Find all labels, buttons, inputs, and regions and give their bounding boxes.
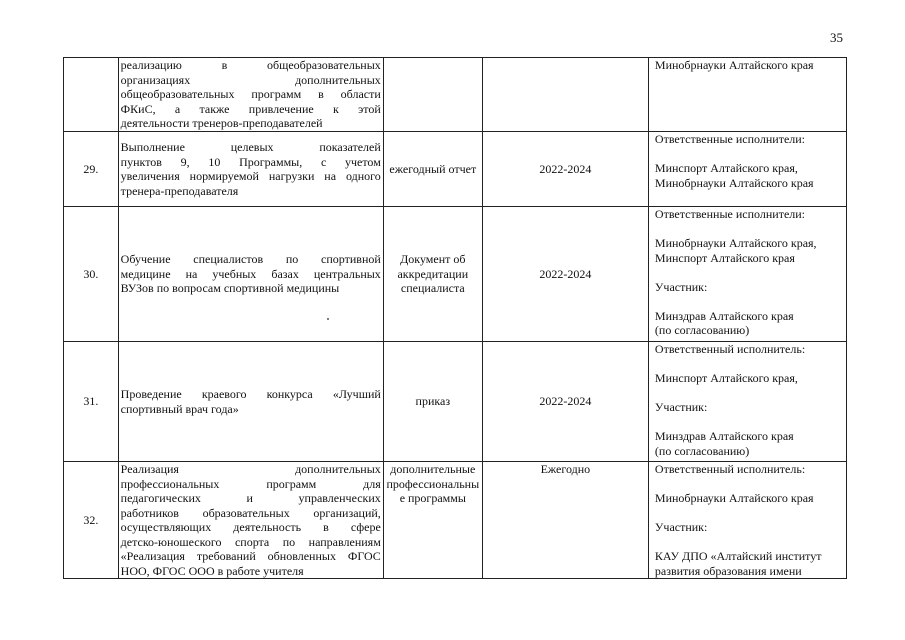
executor-line: Минздрав Алтайского края [654, 308, 794, 323]
executor-line: Ответственные исполнители: [654, 132, 806, 146]
executors [648, 342, 846, 462]
measure-description [118, 58, 383, 132]
description-line: Обучение специалистов по спортивной [120, 252, 381, 267]
completion-term: 2022-2024 [482, 207, 648, 342]
spacer [655, 535, 844, 550]
measure-description [118, 207, 383, 342]
measure-description [118, 462, 383, 579]
description-line: реализацию в общеобразовательных [120, 58, 381, 72]
description-line: деятельности тренеров-преподавателей [120, 116, 323, 130]
executor-line: КАУ ДПО «Алтайский институт [654, 549, 822, 563]
description-line: тренера-преподавателя [120, 183, 239, 198]
spacer [655, 294, 844, 309]
completion-form: Документ об аккредитации специалиста [383, 207, 482, 342]
scan-speck [327, 318, 329, 320]
completion-form: ежегодный отчет [383, 132, 482, 207]
executor-line: Участник: [654, 520, 708, 534]
row-number: 29. [64, 132, 119, 207]
executor-line: Минобрнауки Алтайского края [654, 58, 814, 72]
description-line: общеобразовательных программ в области [120, 87, 381, 101]
completion-term: 2022-2024 [482, 132, 648, 207]
executor-line: Участник: [654, 400, 708, 414]
executor-line: Минздрав Алтайского края [654, 429, 794, 443]
table-row [64, 207, 847, 342]
table-row [64, 342, 847, 462]
executor-line: Минобрнауки Алтайского края, [654, 236, 817, 250]
description-line: «Реализация требований обновленных ФГОС [120, 549, 381, 563]
executor-line: Минспорт Алтайского края, [654, 371, 798, 385]
executor-line: Минспорт Алтайского края, [654, 161, 798, 175]
description-line: увеличения нормируемой нагрузки на одного [120, 169, 381, 183]
row-number: 32. [64, 462, 119, 579]
executor-line: (по согласованию) [654, 443, 750, 458]
description-line: ВУЗов по вопросам спортивной медицины [120, 281, 340, 296]
executor-line: Минспорт Алтайского края [654, 250, 795, 265]
spacer [655, 222, 844, 237]
description-line: НОО, ФГОС ООО в работе учителя [120, 563, 304, 578]
description-line: детско-юношеского спорта по направлениям [120, 534, 381, 549]
description-line: Реализация дополнительных [120, 462, 381, 476]
completion-form: дополнительные профессиональны е программы [383, 462, 482, 579]
spacer [655, 265, 844, 280]
page-number: 35 [830, 30, 843, 45]
executor-line: Минобрнауки Алтайского края [654, 175, 814, 190]
row-number [64, 58, 119, 132]
executor-line: Ответственный исполнитель: [654, 462, 806, 476]
completion-term [482, 58, 648, 132]
executor-line: Минобрнауки Алтайского края [654, 491, 814, 505]
executor-line: развития образования имени [654, 563, 802, 578]
completion-term: Ежегодно [482, 462, 648, 579]
executor-line: Участник: [654, 279, 708, 294]
description-line: работников образовательных организаций, [120, 505, 381, 520]
spacer [655, 477, 844, 492]
executor-line: Ответственные исполнители: [654, 207, 806, 221]
table-row [64, 58, 847, 132]
table-row [64, 462, 847, 579]
executors [648, 462, 846, 579]
executor-line: (по согласованию) [654, 323, 750, 337]
row-number: 31. [64, 342, 119, 462]
executors [648, 207, 846, 342]
plan-table [63, 57, 847, 579]
description-line: Выполнение целевых показателей [120, 140, 381, 154]
description-line: профессиональных программ для [120, 476, 381, 491]
completion-form: приказ [383, 342, 482, 462]
spacer [655, 147, 844, 162]
table-row [64, 132, 847, 207]
description-line: педагогических и управленческих [120, 491, 381, 505]
executors [648, 58, 846, 132]
description-line: спортивный врач года» [120, 401, 239, 416]
completion-term: 2022-2024 [482, 342, 648, 462]
measure-description [118, 342, 383, 462]
spacer [655, 386, 844, 401]
description-line: пунктов 9, 10 Программы, с учетом [120, 154, 381, 169]
spacer [655, 357, 844, 372]
completion-form [383, 58, 482, 132]
measure-description [118, 132, 383, 207]
description-line: Проведение краевого конкурса «Лучший [120, 387, 381, 401]
row-number: 30. [64, 207, 119, 342]
executors [648, 132, 846, 207]
description-line: медицине на учебных базах центральных [120, 266, 381, 281]
description-line: ФКиС, а также привлечение к этой [120, 101, 381, 116]
executor-line: Ответственный исполнитель: [654, 342, 806, 356]
spacer [655, 506, 844, 521]
description-line: осуществляющих деятельность в сфере [120, 520, 381, 534]
description-line: организациях дополнительных [120, 72, 381, 87]
spacer [655, 415, 844, 430]
